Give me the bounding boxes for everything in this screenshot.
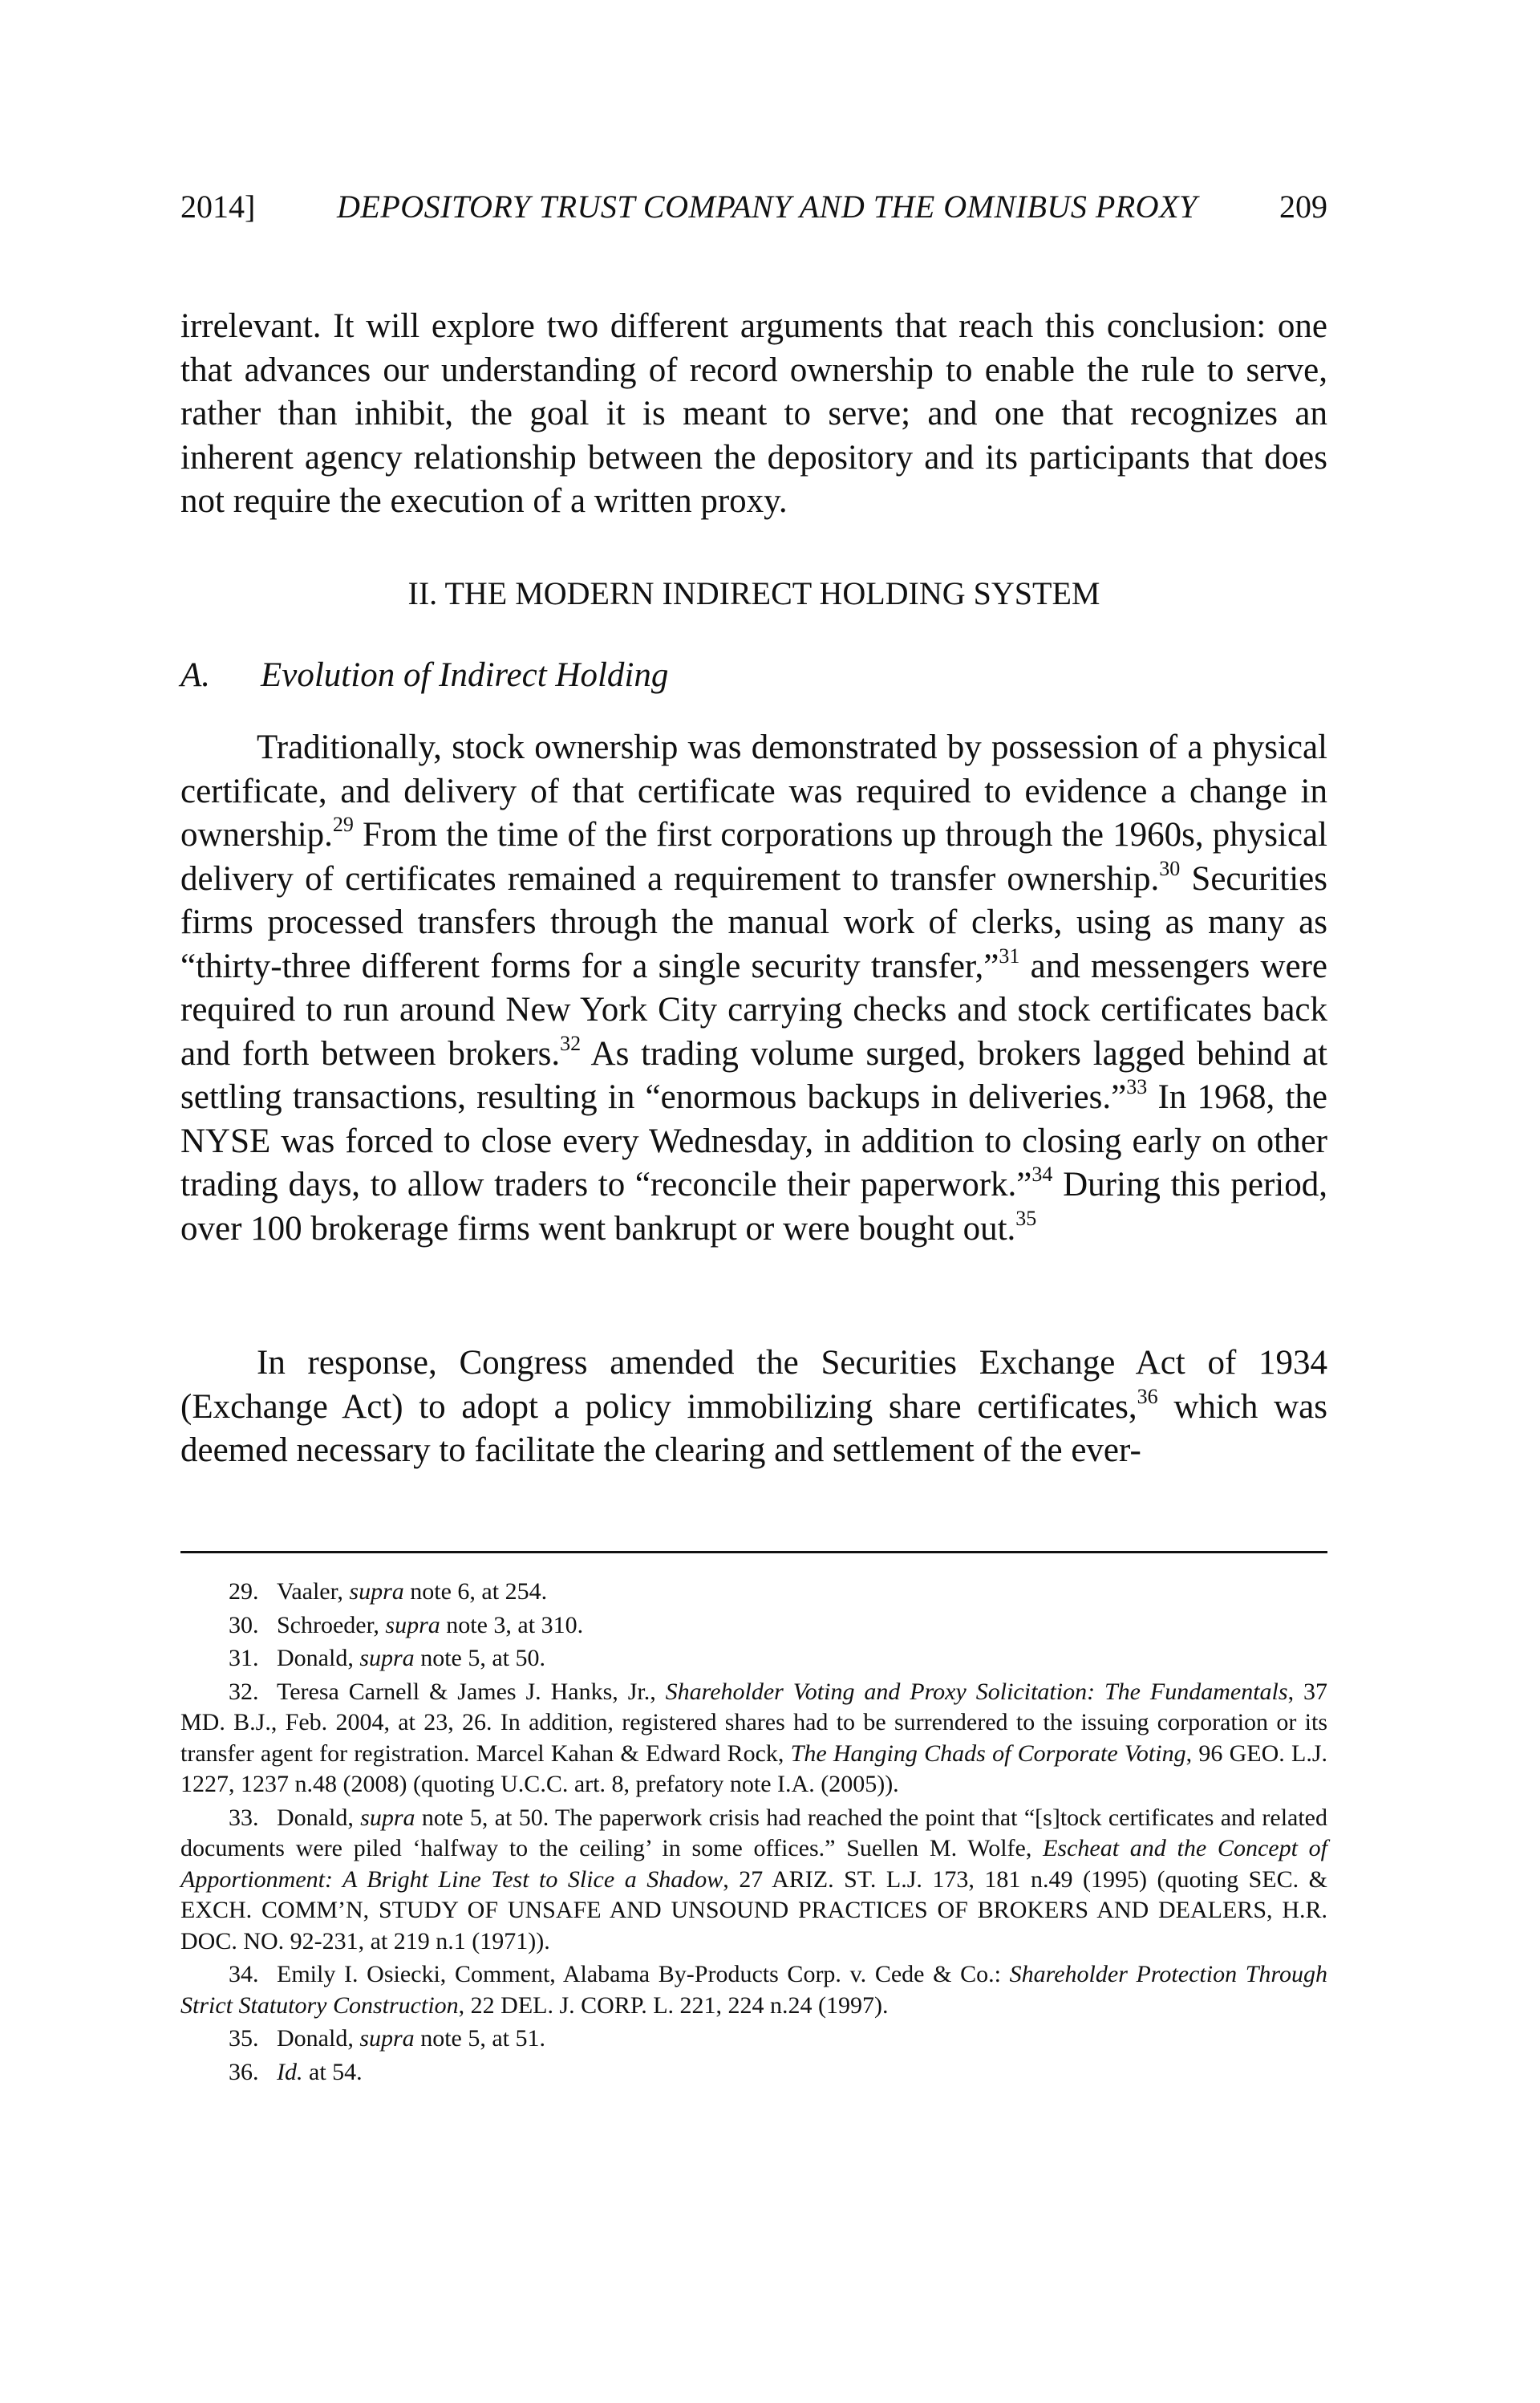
footnote-31 — [180, 1643, 1327, 1674]
text-run: Securities firms processed transfers through the manual work of clerks, using as many as “thirty-three different forms for a single security transfer,” — [180, 859, 1327, 985]
section-numeral: II. — [407, 575, 438, 611]
footnote-ref-30[interactable]: 30 — [1159, 856, 1181, 880]
text-run: In 1968, the NYSE was forced to close every Wednesday, in addition to closing early on other trading days, to allow traders to “reconcile their paperwork.” — [180, 1078, 1327, 1204]
footnote-text: Schroeder, — [277, 1611, 386, 1638]
section-heading — [180, 571, 1327, 616]
footnote-title: Shareholder Protection Through Strict Statutory Construction — [180, 1961, 1327, 2019]
footnote-ref-32[interactable]: 32 — [560, 1031, 582, 1055]
footnote-29 — [180, 1577, 1327, 1608]
text-run: During this period, over 100 brokerage firms went bankrupt or were bought out. — [180, 1166, 1327, 1248]
footnote-title: Shareholder Voting and Proxy Solicitation: The Fundamentals — [665, 1678, 1288, 1705]
footnote-number: 29. — [229, 1578, 259, 1605]
footnote-text: at 54. — [302, 2058, 363, 2085]
running-title: DEPOSITORY TRUST COMPANY AND THE OMNIBUS PROXY — [337, 189, 1198, 225]
footnote-text: , 22 DEL. J. CORP. L. 221, 224 n.24 (1997). — [458, 1991, 889, 2019]
footnote-number: 34. — [229, 1961, 259, 1987]
footnote-signal: supra — [349, 1578, 404, 1605]
footnote-number: 30. — [229, 1611, 259, 1638]
footnote-text: Teresa Carnell & James J. Hanks, Jr., — [277, 1678, 666, 1705]
footnote-text: , 37 MD. B.J., Feb. 2004, at 23, 26. In addition, registered shares had to be surrendered to the issuing corporation or its transfer agent for registration. Marcel Kahan & Edward Rock, — [180, 1678, 1328, 1767]
footnote-separator — [180, 1551, 1327, 1553]
text-run: As trading volume surged, brokers lagged behind at settling transactions, resulting in “enormous backups in deliveries.” — [180, 1034, 1327, 1116]
footnote-32 — [180, 1677, 1327, 1800]
footnote-text: Donald, — [277, 2025, 360, 2052]
footnote-35 — [180, 2023, 1327, 2055]
footnote-text: note 6, at 254. — [403, 1578, 548, 1605]
footnote-signal: supra — [360, 1804, 415, 1831]
page-number: 209 — [1279, 189, 1327, 225]
footnote-34 — [180, 1959, 1327, 2021]
footnote-title: The Hanging Chads of Corporate Voting — [790, 1739, 1186, 1767]
body-paragraph-3 — [180, 1342, 1327, 1473]
volume-year: 2014] — [180, 189, 256, 225]
footnote-text: , 96 GEO. L.J. 1227, 1237 n.48 (2008) (quoting U.C.C. art. 8, prefatory note I.A. (2005)). — [180, 1739, 1327, 1797]
subsection-letter: A. — [180, 656, 211, 694]
footnote-text: , 27 ARIZ. ST. L.J. 173, 181 n.49 (1995) (quoting SEC. & EXCH. COMM’N, STUDY OF UNSAFE AND UNSOUND PRACTICES OF BROKERS AND DEALERS, H.R. DOC. NO. 92-231, at 219 n.1 (1971)). — [180, 1865, 1327, 1954]
text-run: Traditionally, stock ownership was demonstrated by possession of a physical certificate, and delivery of that certificate was required to evidence a change in ownership. — [180, 729, 1327, 854]
text-run: In response, Congress amended the Securities Exchange Act of 1934 (Exchange Act) to adopt a policy immobilizing share certificates, — [180, 1344, 1327, 1426]
body-paragraph-1: irrelevant. It will explore two different arguments that reach this conclusion: one that advances our understanding of record ownership to enable the rule to serve, rather than inhibit, the goal it is meant to serve; and one that recognizes an inherent agency relationship between the depository and its participants that does not require the execution of a written proxy. — [180, 307, 1327, 520]
footnote-signal: supra — [359, 1645, 415, 1671]
footnote-text: Vaaler, — [277, 1578, 350, 1605]
footnote-text: : — [994, 1961, 1010, 1987]
footnote-33 — [180, 1803, 1327, 1958]
footnote-text: note 3, at 310. — [440, 1611, 584, 1638]
subsection-heading — [180, 653, 1327, 698]
footnote-ref-34[interactable]: 34 — [1031, 1163, 1053, 1186]
footnote-ref-33[interactable]: 33 — [1126, 1075, 1148, 1098]
footnotes — [180, 1577, 1327, 2090]
footnote-number: 31. — [229, 1645, 259, 1671]
footnote-number: 33. — [229, 1804, 259, 1831]
footnote-36 — [180, 2057, 1327, 2088]
footnote-title: Escheat and the Concept of Apportionment: A Bright Line Test to Slice a Shadow — [180, 1835, 1327, 1893]
footnote-number: 32. — [229, 1678, 259, 1705]
footnote-text: note 5, at 50. The paperwork crisis had reached the point that “[s]tock certificates and related documents were piled ‘halfway to the ceiling’ in some offices.” Suellen M. Wolfe, — [180, 1804, 1327, 1861]
footnote-signal: supra — [359, 2025, 415, 2052]
section-title: THE MODERN INDIRECT HOLDING SYSTEM — [444, 575, 1100, 611]
subsection-title: Evolution of Indirect Holding — [261, 656, 669, 694]
text-run: and messengers were required to run around New York City carrying checks and stock certificates back and forth between brokers. — [180, 947, 1328, 1073]
footnote-text: Donald, — [277, 1645, 360, 1671]
text-run: From the time of the first corporations up through the 1960s, physical delivery of certificates remained a requirement to transfer ownership. — [180, 816, 1327, 898]
text-run: which was deemed necessary to facilitate the clearing and settlement of the ever- — [180, 1387, 1327, 1469]
footnote-number: 35. — [229, 2025, 259, 2052]
footnote-30 — [180, 1610, 1327, 1642]
body-paragraph-2 — [180, 726, 1327, 1251]
running-header — [180, 183, 1327, 231]
footnote-text: note 5, at 50. — [414, 1645, 545, 1671]
footnote-text: Emily I. Osiecki, Comment, Alabama By-Products Corp. v. Cede & Co. — [277, 1961, 995, 1987]
footnote-ref-29[interactable]: 29 — [332, 813, 354, 836]
footnote-text: note 5, at 51. — [414, 2025, 545, 2052]
footnote-number: 36. — [229, 2058, 259, 2085]
footnote-signal: Id. — [277, 2058, 303, 2085]
footnote-ref-35[interactable]: 35 — [1015, 1206, 1037, 1230]
footnote-ref-31[interactable]: 31 — [999, 944, 1020, 968]
footnote-ref-36[interactable]: 36 — [1137, 1384, 1158, 1408]
footnote-text: Donald, — [277, 1804, 361, 1831]
footnote-signal: supra — [385, 1611, 440, 1638]
